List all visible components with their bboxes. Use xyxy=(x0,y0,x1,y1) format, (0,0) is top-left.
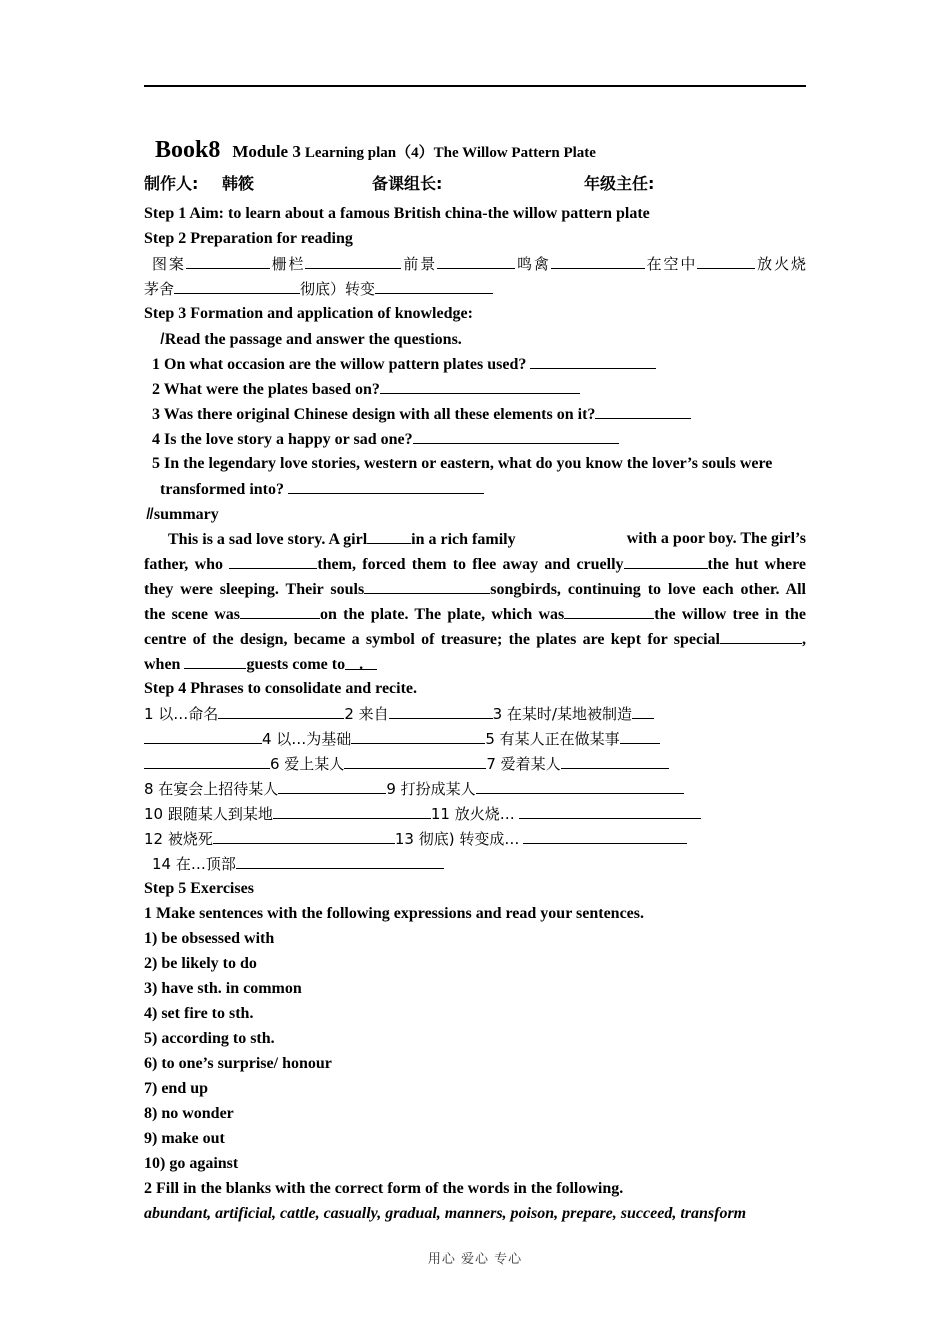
summary-line-6 xyxy=(144,651,806,676)
question-text: 4 Is the love story a happy or sad one? xyxy=(152,431,413,448)
answer-blank[interactable] xyxy=(380,376,580,394)
worksheet xyxy=(144,134,806,1226)
phrase-row-1 xyxy=(144,701,806,726)
phrase-prompt: 14 在…顶部 xyxy=(152,855,236,873)
question-3 xyxy=(144,401,806,426)
vocab-word: 茅舍 xyxy=(144,280,175,298)
answer-blank[interactable] xyxy=(240,601,320,619)
group-leader-label: 备课组长: xyxy=(372,174,443,193)
vocab-word: 在空中 xyxy=(644,255,698,273)
phrase-row-7 xyxy=(144,851,806,876)
summary-line-4 xyxy=(144,601,806,626)
answer-blank[interactable] xyxy=(375,276,493,294)
part2-heading xyxy=(144,501,806,526)
summary-text: , xyxy=(802,631,806,648)
summary-text: in a rich family xyxy=(411,531,516,548)
list-item: 8) no wonder xyxy=(144,1105,234,1122)
page-footer: 用心 爱心 专心 xyxy=(427,1252,523,1267)
answer-blank[interactable] xyxy=(476,776,684,794)
list-item: 2) be likely to do xyxy=(144,955,257,972)
vocab-word: 前景 xyxy=(401,255,438,273)
part1-title: Read the passage and answer the questions. xyxy=(164,331,462,348)
answer-blank[interactable] xyxy=(551,251,645,269)
answer-blank[interactable] xyxy=(564,601,654,619)
page-title xyxy=(144,134,806,166)
summary-line-1 xyxy=(144,526,806,551)
answer-blank[interactable] xyxy=(144,751,270,769)
summary-text: when xyxy=(144,656,181,673)
list-item: 5) according to sth. xyxy=(144,1030,275,1047)
phrase-prompt: 6 爱上某人 xyxy=(270,755,345,773)
answer-blank[interactable] xyxy=(213,826,395,844)
list-item: 4) set fire to sth. xyxy=(144,1005,254,1022)
question-2 xyxy=(144,376,806,401)
vocab-word: 栅栏 xyxy=(269,255,306,273)
phrase-prompt: 13 彻底) 转变成… xyxy=(394,830,520,848)
answer-blank[interactable] xyxy=(236,851,444,869)
phrase-row-3 xyxy=(144,751,806,776)
vocab-word: 彻底）转变 xyxy=(300,280,376,298)
list-item: 1) be obsessed with xyxy=(144,930,275,947)
vocab-row-1 xyxy=(144,251,806,276)
step2-title: Step 2 Preparation for reading xyxy=(144,230,353,247)
step5-title: Step 5 Exercises xyxy=(144,880,254,897)
answer-blank[interactable] xyxy=(288,476,484,494)
phrase-prompt: 7 爱着某人 xyxy=(486,755,561,773)
summary-text: the hut where xyxy=(707,556,807,573)
authors-row xyxy=(144,166,806,201)
exercise-2-title: 2 Fill in the blanks with the correct form of the words in the following. xyxy=(144,1180,624,1197)
question-1 xyxy=(144,351,806,376)
answer-blank[interactable] xyxy=(186,251,270,269)
list-item: 9) make out xyxy=(144,1130,225,1147)
summary-text: with a poor boy. The girl’s xyxy=(626,530,806,547)
answer-blank[interactable] xyxy=(278,776,386,794)
answer-blank[interactable] xyxy=(620,726,660,744)
vocab-word: 图案 xyxy=(152,255,186,273)
summary-text: guests come to xyxy=(246,656,346,673)
summary-line-5 xyxy=(144,626,806,651)
answer-blank[interactable] xyxy=(345,652,377,673)
phrase-row-4 xyxy=(144,776,806,801)
answer-blank[interactable] xyxy=(273,801,431,819)
summary-text: the willow tree in the xyxy=(654,606,806,623)
step3-title: Step 3 Formation and application of knowledge: xyxy=(144,305,473,322)
question-text: 3 Was there original Chinese design with all these elements on it? xyxy=(152,406,596,423)
summary-text: This is a sad love story. A girl xyxy=(168,531,368,548)
phrase-row-2 xyxy=(144,726,806,751)
phrase-prompt: 11 放火烧… xyxy=(430,805,515,823)
phrase-row-5 xyxy=(144,801,806,826)
summary-text: centre of the design, became a symbol of treasure; the plates are kept for special xyxy=(144,631,720,648)
question-4 xyxy=(144,426,806,451)
list-item: 10) go against xyxy=(144,1155,239,1172)
exercise-1-title: 1 Make sentences with the following expressions and read your sentences. xyxy=(144,905,644,922)
summary-line-2 xyxy=(144,551,806,576)
part2-title: summary xyxy=(153,506,219,523)
summary-line-3 xyxy=(144,576,806,601)
grade-director-label: 年级主任: xyxy=(584,174,655,193)
summary-text: songbirds, continuing to love each other. All xyxy=(490,581,807,598)
vocab-row-2 xyxy=(144,276,806,301)
summary-text: on the plate. The plate, which was xyxy=(320,606,565,623)
answer-blank[interactable] xyxy=(720,626,802,644)
question-text: 2 What were the plates based on? xyxy=(152,381,380,398)
list-item: 6) to one’s surprise/ honour xyxy=(144,1055,332,1072)
answer-blank[interactable] xyxy=(523,826,687,844)
title-plan: Learning plan（4）The Willow Pattern Plate xyxy=(304,145,596,161)
list-item: 3) have sth. in common xyxy=(144,980,302,997)
question-text: 1 On what occasion are the willow pattern plates used? xyxy=(152,356,527,373)
phrase-prompt: 1 以…命名 xyxy=(144,705,219,723)
roman-numeral: Ⅰ xyxy=(160,329,165,348)
question-5 xyxy=(144,451,806,476)
vocab-word: 放火烧 xyxy=(755,255,806,273)
phrase-prompt: 10 跟随某人到某地 xyxy=(144,805,273,823)
step1-aim: Step 1 Aim: to learn about a famous British china-the willow pattern plate xyxy=(144,205,650,222)
period-mark: . xyxy=(359,656,364,673)
phrase-prompt: 4 以…为基础 xyxy=(262,730,352,748)
question-text: transformed into? xyxy=(160,481,284,498)
answer-blank[interactable] xyxy=(218,701,344,719)
answer-blank[interactable] xyxy=(184,651,246,669)
title-module: Module 3 xyxy=(232,142,301,161)
answer-blank[interactable] xyxy=(519,801,701,819)
part1-heading xyxy=(144,326,806,351)
header-rule xyxy=(144,85,806,87)
phrase-prompt: 3 在某时/某地被制造 xyxy=(492,705,632,723)
phrase-prompt: 5 有某人正在做某事 xyxy=(485,730,620,748)
vocab-word: 鸣禽 xyxy=(515,255,551,273)
roman-numeral: Ⅱ xyxy=(146,504,154,523)
phrase-prompt: 8 在宴会上招待某人 xyxy=(144,780,279,798)
answer-blank[interactable] xyxy=(174,276,300,294)
expression-list xyxy=(144,926,806,1176)
question-5-cont xyxy=(144,476,806,501)
summary-text: the scene was xyxy=(144,606,241,623)
answer-blank[interactable] xyxy=(364,576,490,594)
phrase-row-6 xyxy=(144,826,806,851)
answer-blank[interactable] xyxy=(561,751,669,769)
question-text: 5 In the legendary love stories, western or eastern, what do you know the lover’s souls were xyxy=(152,455,773,472)
answer-blank[interactable] xyxy=(389,701,493,719)
answer-blank[interactable] xyxy=(697,251,755,269)
answer-blank[interactable] xyxy=(144,726,262,744)
answer-blank[interactable] xyxy=(530,351,656,369)
maker-name: 韩筱 xyxy=(222,174,255,193)
answer-blank[interactable] xyxy=(632,701,654,719)
answer-blank[interactable] xyxy=(595,401,691,419)
answer-blank[interactable] xyxy=(305,251,401,269)
answer-blank[interactable] xyxy=(229,551,317,569)
step4-title: Step 4 Phrases to consolidate and recite. xyxy=(144,680,418,697)
list-item: 7) end up xyxy=(144,1080,209,1097)
summary-text: father, who xyxy=(144,556,224,573)
answer-blank[interactable] xyxy=(344,751,486,769)
word-bank: abundant, artificial, cattle, casually, gradual, manners, poison, prepare, succeed, transform xyxy=(144,1205,747,1222)
answer-blank[interactable] xyxy=(437,251,515,269)
title-book: Book8 xyxy=(155,137,221,163)
answer-blank[interactable] xyxy=(624,551,708,569)
summary-text: them, forced them to flee away and cruelly xyxy=(317,556,624,573)
phrase-prompt: 9 打扮成某人 xyxy=(386,780,476,798)
phrase-prompt: 2 来自 xyxy=(344,705,389,723)
answer-blank[interactable] xyxy=(367,526,411,544)
answer-blank[interactable] xyxy=(351,726,485,744)
answer-blank[interactable] xyxy=(413,426,619,444)
phrase-prompt: 12 被烧死 xyxy=(144,830,213,848)
maker-label: 制作人: xyxy=(144,174,199,193)
summary-text: they were sleeping. Their souls xyxy=(144,581,365,598)
